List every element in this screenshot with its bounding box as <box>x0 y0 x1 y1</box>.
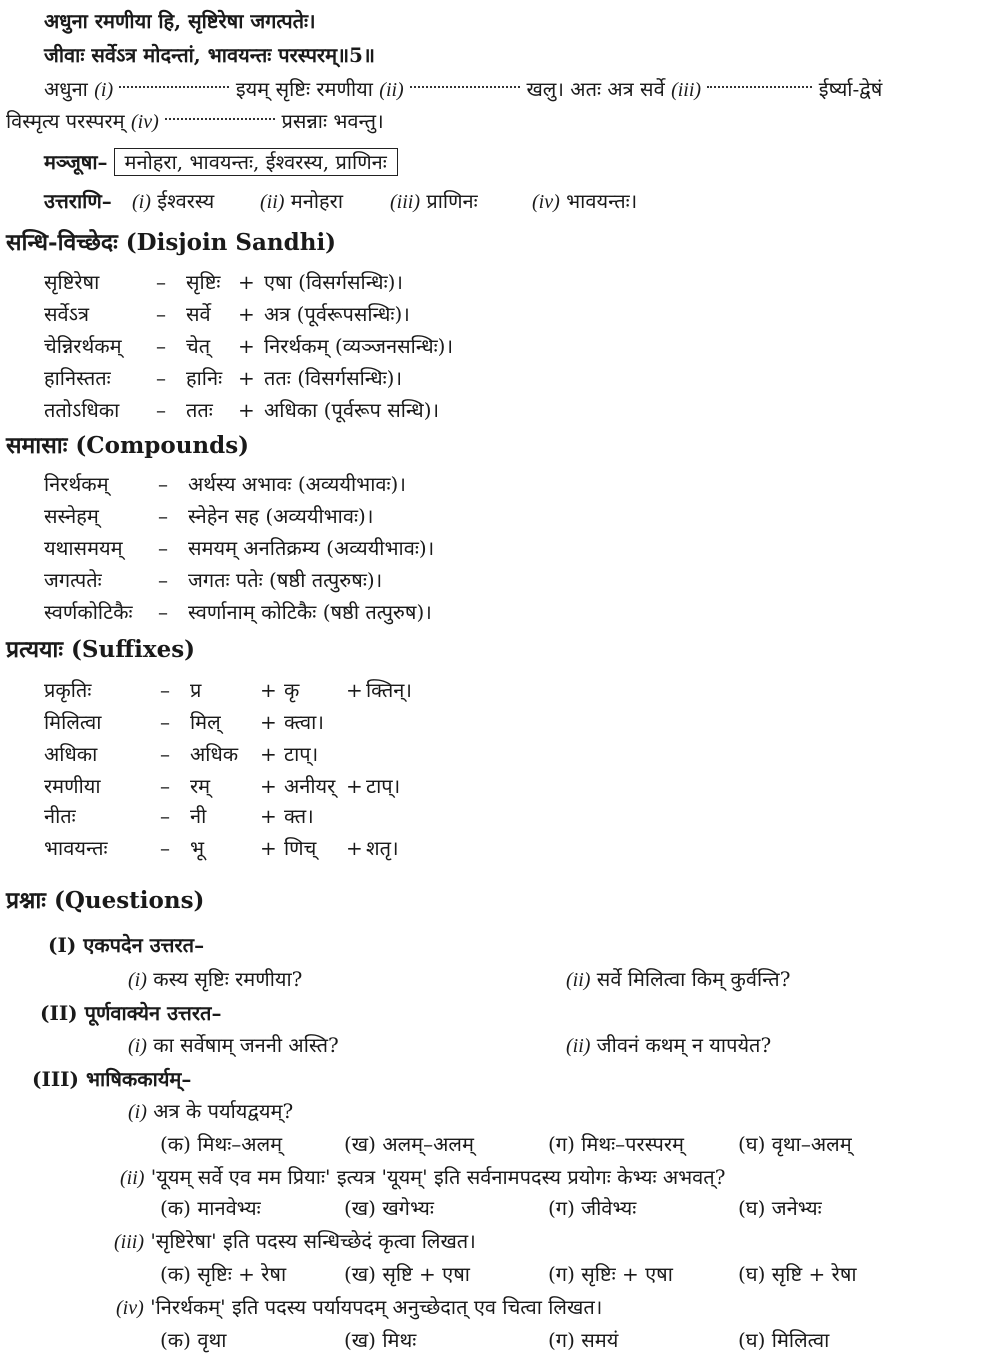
option: (ग) मिथः–परस्परम् <box>548 1132 685 1156</box>
samasa-text: स्नेहेन सह (अव्ययीभावः)। <box>188 504 374 528</box>
sandhi-row <box>0 332 1001 360</box>
samasa-row <box>0 566 1001 594</box>
pratyaya-word: भावयन्तः <box>44 836 108 860</box>
blank-number: (iii) <box>671 79 702 101</box>
pratyaya-suffix: णिच् <box>284 836 317 860</box>
pratyaya-row <box>0 772 1001 800</box>
option: (क) मिथः–अलम् <box>160 1132 283 1156</box>
option: (ग) समयं <box>548 1328 619 1352</box>
samasa-text: जगतः पतेः (षष्ठी तत्पुरुषः)। <box>188 568 383 592</box>
sandhi-part-a: हानिः <box>186 366 223 390</box>
sandhi-row <box>0 364 1001 392</box>
dash: – <box>158 600 168 624</box>
option: (ग) सृष्टिः + एषा <box>548 1262 673 1286</box>
pratyaya-row <box>0 676 1001 704</box>
dash: – <box>156 366 166 390</box>
dash: – <box>158 568 168 592</box>
answer-item: (iii) प्राणिनः <box>390 189 478 213</box>
sandhi-word: ततोऽधिका <box>44 398 120 422</box>
question-text: अत्र के पर्यायद्वयम्? <box>153 1099 294 1123</box>
answer-item: (ii) मनोहरा <box>260 189 344 213</box>
samasa-text: अर्थस्य अभावः (अव्ययीभावः)। <box>188 472 406 496</box>
dash: – <box>156 270 166 294</box>
answers-label: उत्तराणि– <box>44 189 112 213</box>
question-number: (iii) <box>114 1231 144 1253</box>
sandhi-part-a: चेत् <box>186 334 211 358</box>
sandhi-part-b: अत्र (पूर्वरूपसन्धिः)। <box>264 302 410 326</box>
question-text: 'निरर्थकम्' इति पदस्य पर्यायपदम् अनुच्छेदात् एव चित्वा लिखत। <box>150 1295 603 1319</box>
dash: – <box>160 804 170 828</box>
sandhi-part-a: ततः <box>186 398 213 422</box>
dash: – <box>158 504 168 528</box>
verse-line-2: जीवाः सर्वेऽत्र मोदन्तां, भावयन्तः परस्परम्॥5॥ <box>44 43 375 67</box>
sandhi-part-b: निरर्थकम् (व्यञ्जनसन्धिः)। <box>264 334 454 358</box>
blank-number: (ii) <box>379 79 404 101</box>
pratyaya-root: नी <box>190 804 207 828</box>
answer-item: (i) ईश्वरस्य <box>132 189 215 213</box>
samasa-word: यथासमयम् <box>44 536 123 560</box>
plus: + <box>238 270 255 294</box>
sandhi-part-b: अधिका (पूर्वरूप सन्धि)। <box>264 398 440 422</box>
sandhi-word: हानिस्ततः <box>44 366 111 390</box>
fill-text: विस्मृत्य परस्परम् <box>6 109 125 133</box>
samasa-text: स्वर्णानाम् कोटिकैः (षष्ठी तत्पुरुष)। <box>188 600 432 624</box>
q3-options <box>0 1260 1001 1288</box>
plus: + <box>260 804 277 828</box>
blank-number: (iv) <box>130 111 159 133</box>
dash: – <box>160 742 170 766</box>
pratyaya-suffix: कृ <box>284 678 300 702</box>
question-text: 'सृष्टिरेषा' इति पदस्य सन्धिच्छेदं कृत्वा लिखत। <box>150 1229 476 1253</box>
pratyaya-suffix: क्त्वा। <box>284 710 324 734</box>
pratyaya-root: मिल् <box>190 710 221 734</box>
samasa-text: समयम् अनतिक्रम्य (अव्ययीभावः)। <box>188 536 435 560</box>
plus: + <box>238 302 255 326</box>
answer-item: (iv) भावयन्तः। <box>532 189 638 213</box>
q2-b: (ii) जीवनं कथम् न यापयेत? <box>566 1033 772 1057</box>
dash: – <box>156 334 166 358</box>
option: (ख) अलम्–अलम् <box>344 1132 474 1156</box>
samasa-heading: समासाः (Compounds) <box>6 432 250 459</box>
sandhi-heading: सन्धि-विच्छेदः (Disjoin Sandhi) <box>6 229 337 256</box>
sandhi-part-b: एषा (विसर्गसन्धिः)। <box>264 270 404 294</box>
pratyaya-root: रम् <box>190 774 211 798</box>
pratyaya-row <box>0 802 1001 830</box>
pratyaya-suffix: क्तिन्। <box>366 678 412 702</box>
q1-b: (ii) सर्वे मिलित्वा किम् कुर्वन्ति? <box>566 967 791 991</box>
fill-text: इयम् सृष्टिः रमणीया <box>235 77 373 101</box>
pratyaya-root: भू <box>190 836 205 860</box>
dash: – <box>160 774 170 798</box>
q1-label: (I) एकपदेन उत्तरत– <box>48 933 205 957</box>
pratyaya-suffix: शतृ। <box>366 836 399 860</box>
question-text: 'यूयम् सर्वे एव मम प्रियाः' इत्यत्र 'यूयम्' इति सर्वनामपदस्य प्रयोगः केभ्यः अभवत्? <box>150 1165 726 1189</box>
dash: – <box>160 836 170 860</box>
q3-question <box>114 1228 476 1255</box>
manjusha-label: मञ्जूषा– <box>44 150 108 174</box>
sandhi-part-b: ततः (विसर्गसन्धिः)। <box>264 366 403 390</box>
dash: – <box>156 398 166 422</box>
question-number: (ii) <box>120 1167 145 1189</box>
option: (घ) मिलित्वा <box>738 1328 830 1352</box>
pratyaya-word: रमणीया <box>44 774 101 798</box>
samasa-row <box>0 534 1001 562</box>
samasa-row <box>0 598 1001 626</box>
sandhi-word: चेन्निरर्थकम् <box>44 334 122 358</box>
pratyaya-row <box>0 708 1001 736</box>
sandhi-part-a: सृष्टिः <box>186 270 221 294</box>
q3-question <box>116 1294 602 1321</box>
pratyaya-row <box>0 740 1001 768</box>
option: (क) मानवेभ्यः <box>160 1196 261 1220</box>
pratyaya-suffix: टाप्। <box>284 742 319 766</box>
plus: + <box>346 678 363 702</box>
q3-label: (III) भाषिककार्यम्– <box>32 1067 192 1091</box>
plus: + <box>346 774 363 798</box>
sandhi-row <box>0 396 1001 424</box>
option: (घ) वृथा–अलम् <box>738 1132 852 1156</box>
q3-question <box>128 1098 293 1125</box>
pratyaya-heading: प्रत्ययाः (Suffixes) <box>6 636 196 663</box>
pratyaya-root: प्र <box>190 678 202 702</box>
plus: + <box>260 678 277 702</box>
plus: + <box>260 774 277 798</box>
blank-dots <box>410 76 520 88</box>
sandhi-part-a: सर्वे <box>186 302 211 326</box>
blank-dots <box>119 76 229 88</box>
plus: + <box>238 398 255 422</box>
questions-heading: प्रश्नाः (Questions) <box>6 887 205 914</box>
fill-line-2 <box>6 108 384 135</box>
pratyaya-word: प्रकृतिः <box>44 678 92 702</box>
blank-dots <box>707 76 812 88</box>
question-number: (iv) <box>116 1297 144 1319</box>
pratyaya-row <box>0 834 1001 862</box>
q3-question <box>120 1164 725 1191</box>
samasa-word: निरर्थकम् <box>44 472 109 496</box>
pratyaya-root: अधिक <box>190 742 239 766</box>
blank-dots <box>165 108 275 120</box>
q2-a: (i) का सर्वेषाम् जननी अस्ति? <box>128 1033 339 1057</box>
samasa-row <box>0 502 1001 530</box>
answers-line <box>44 188 994 216</box>
option: (ख) मिथः <box>344 1328 417 1352</box>
plus: + <box>238 366 255 390</box>
pratyaya-word: अधिका <box>44 742 98 766</box>
sandhi-word: सर्वेऽत्र <box>44 302 90 326</box>
pratyaya-word: मिलित्वा <box>44 710 102 734</box>
option: (ख) खगेभ्यः <box>344 1196 434 1220</box>
option: (ग) जीवेभ्यः <box>548 1196 637 1220</box>
blank-number: (i) <box>94 79 114 101</box>
q3-options <box>0 1194 1001 1222</box>
fill-line-1 <box>44 76 882 103</box>
pratyaya-word: नीतः <box>44 804 76 828</box>
dash: – <box>160 710 170 734</box>
fill-text: खलु। अतः अत्र सर्वे <box>526 77 665 101</box>
pratyaya-suffix: टाप्। <box>366 774 401 798</box>
manjusha <box>44 148 398 176</box>
q2-label: (II) पूर्णवाक्येन उत्तरत– <box>40 1001 222 1025</box>
plus: + <box>238 334 255 358</box>
dash: – <box>160 678 170 702</box>
samasa-word: जगत्पतेः <box>44 568 102 592</box>
pratyaya-suffix: अनीयर् <box>284 774 336 798</box>
q3-options <box>0 1130 1001 1158</box>
samasa-word: सस्नेहम् <box>44 504 99 528</box>
option: (क) सृष्टिः + रेषा <box>160 1262 287 1286</box>
sandhi-row <box>0 300 1001 328</box>
manjusha-box: मनोहरा, भावयन्तः, ईश्वरस्य, प्राणिनः <box>114 148 398 176</box>
sandhi-word: सृष्टिरेषा <box>44 270 100 294</box>
verse-line-1: अधुना रमणीया हि, सृष्टिरेषा जगत्पतेः। <box>44 9 316 33</box>
samasa-word: स्वर्णकोटिकैः <box>44 600 133 624</box>
pratyaya-suffix: क्त। <box>284 804 314 828</box>
plus: + <box>346 836 363 860</box>
option: (क) वृथा <box>160 1328 227 1352</box>
dash: – <box>156 302 166 326</box>
dash: – <box>158 472 168 496</box>
q3-options <box>0 1326 1001 1354</box>
option: (घ) जनेभ्यः <box>738 1196 822 1220</box>
fill-text: ईर्ष्या-द्वेषं <box>818 77 883 101</box>
fill-text: प्रसन्नाः भवन्तु। <box>281 109 384 133</box>
question-number: (i) <box>128 1101 147 1123</box>
plus: + <box>260 742 277 766</box>
samasa-row <box>0 470 1001 498</box>
option: (ख) सृष्टि + एषा <box>344 1262 470 1286</box>
plus: + <box>260 710 277 734</box>
plus: + <box>260 836 277 860</box>
sandhi-row <box>0 268 1001 296</box>
q1-a: (i) कस्य सृष्टिः रमणीया? <box>128 967 303 991</box>
option: (घ) सृष्टि + रेषा <box>738 1262 857 1286</box>
dash: – <box>158 536 168 560</box>
fill-text: अधुना <box>44 77 88 101</box>
